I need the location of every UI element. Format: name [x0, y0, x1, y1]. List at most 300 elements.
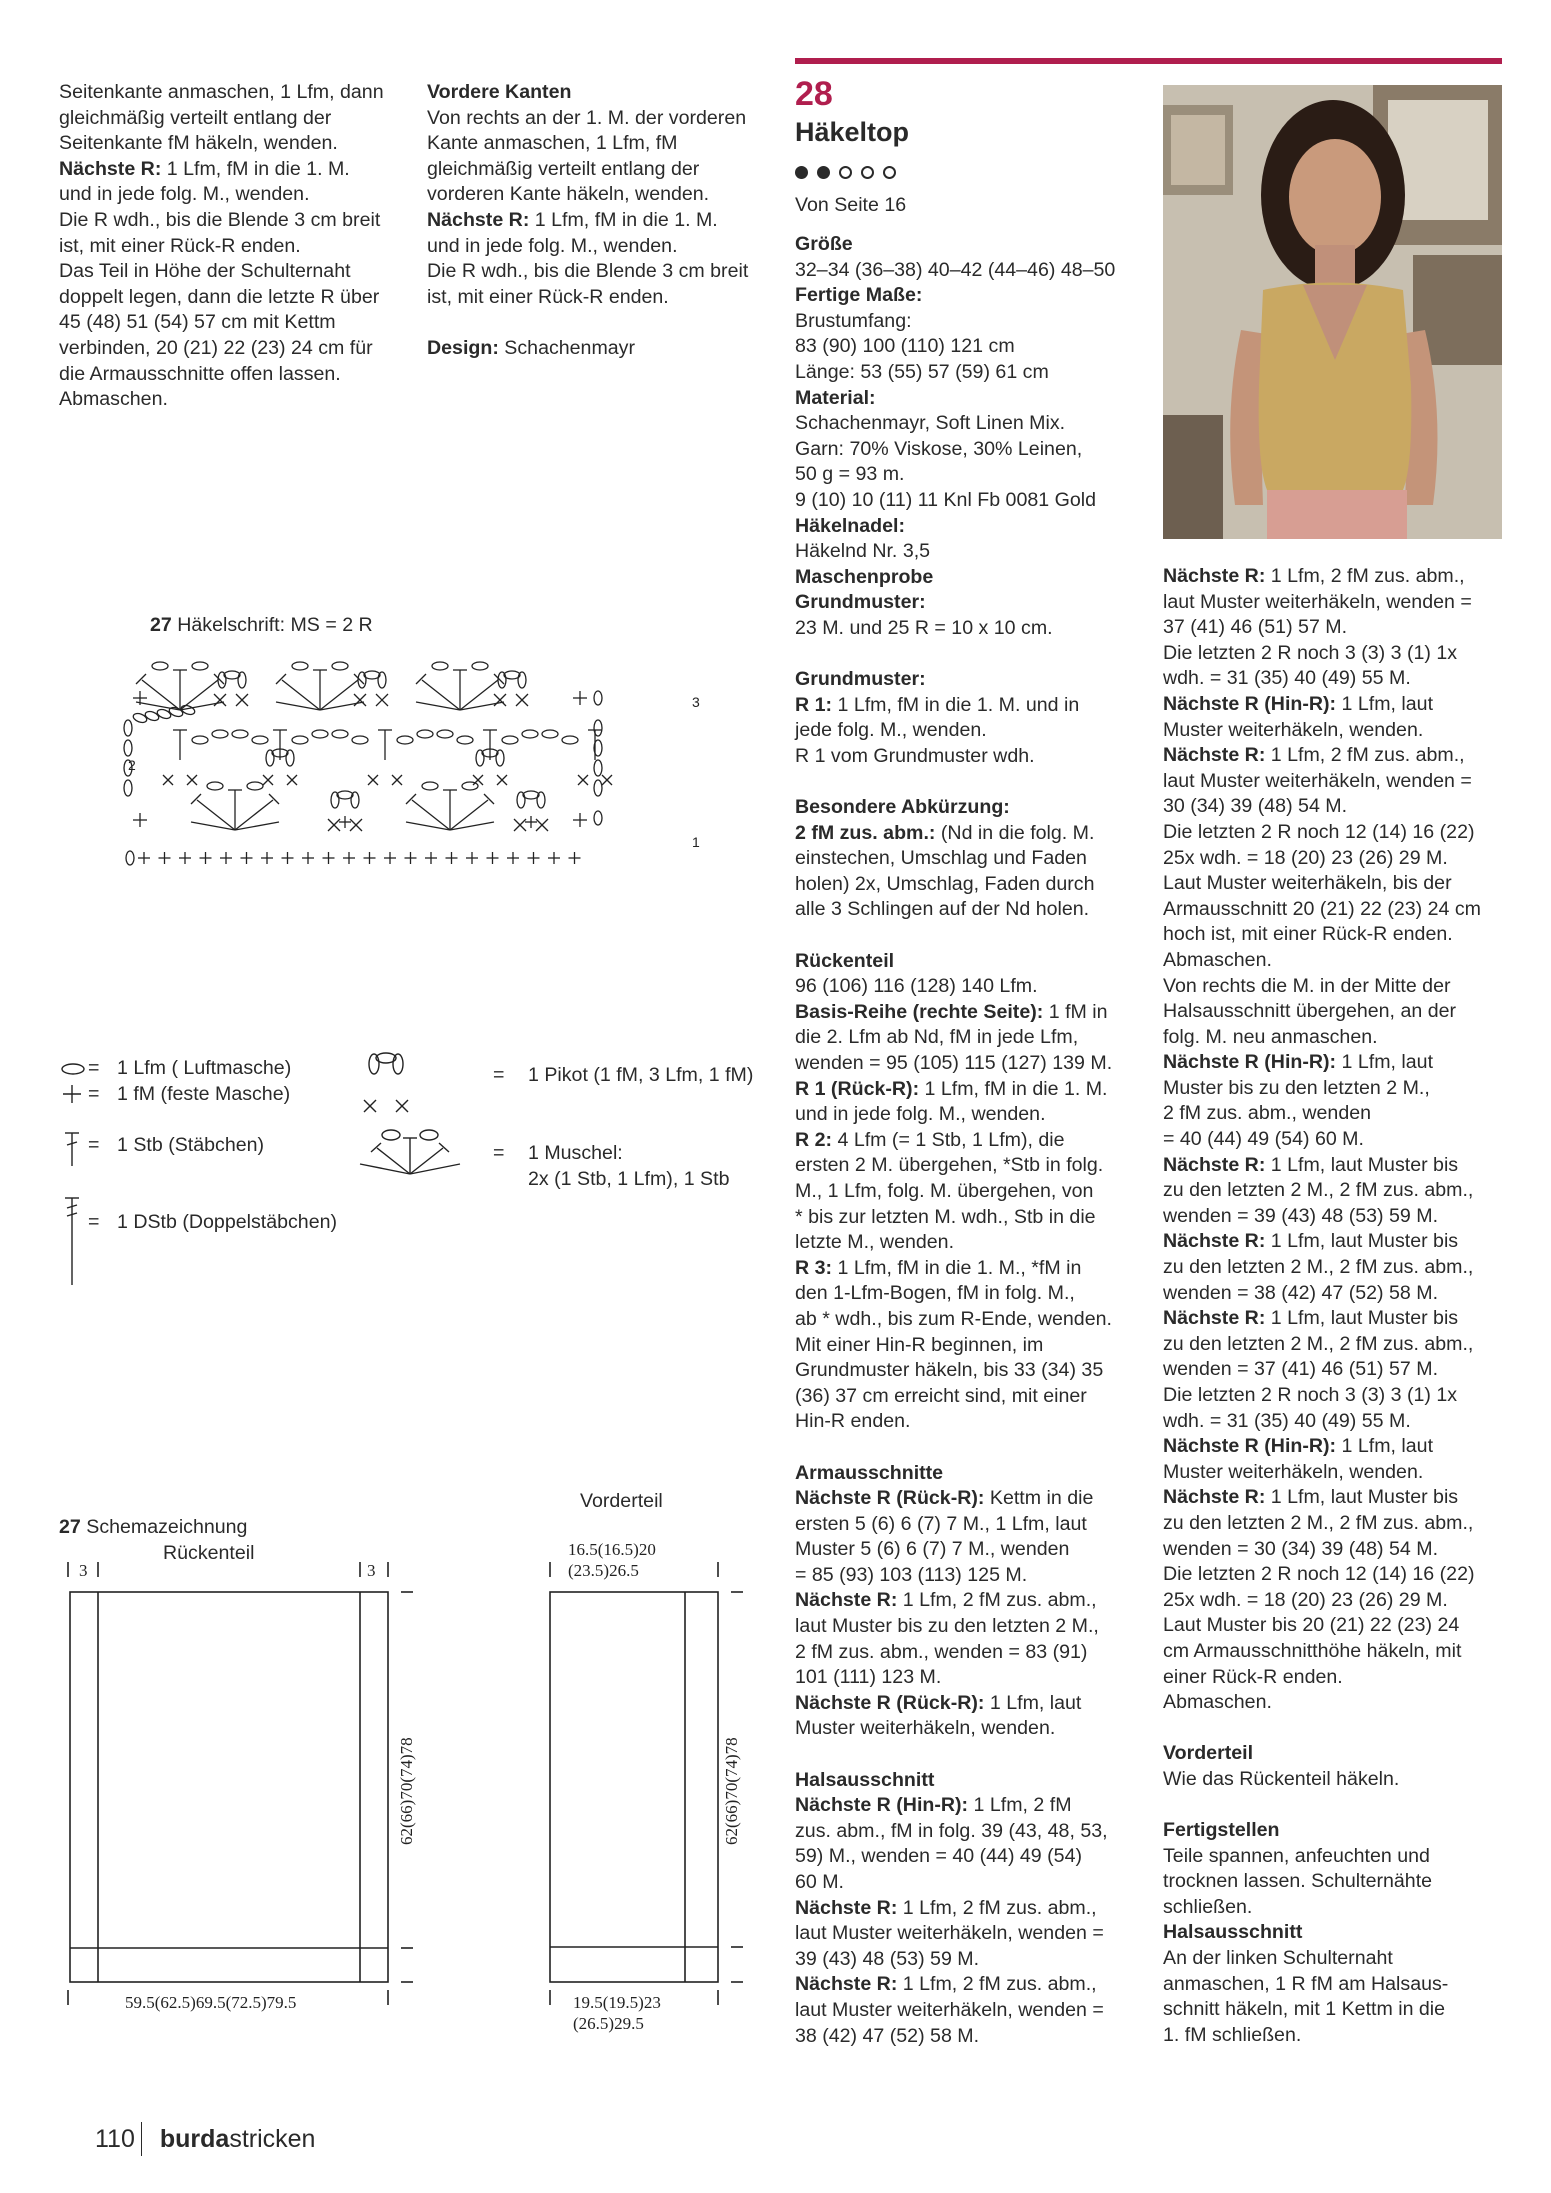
- difficulty-dot-empty-icon: [839, 166, 852, 179]
- chain-symbol: [594, 691, 602, 705]
- chain-symbol: [192, 736, 208, 744]
- bold-lead: Armausschnitte: [795, 1461, 944, 1484]
- line-text: Brustumfang:: [795, 309, 912, 332]
- text-line: [59, 285, 409, 311]
- text-line: [795, 718, 1145, 744]
- line-text: zu den letzten 2 M., 2 fM zus. abm.,: [1163, 1511, 1474, 1534]
- bold-lead: Nächste R:: [1163, 565, 1266, 587]
- line-text: 50 g = 93 m.: [795, 463, 905, 486]
- pattern-number: 28: [795, 75, 833, 113]
- line-text: 60 M.: [795, 1871, 845, 1893]
- line-text: 1 Lfm, 2 fM: [968, 1794, 1072, 1817]
- text-line: [795, 283, 1145, 309]
- line-text: Muster weiterhäkeln, wenden.: [795, 1717, 1056, 1740]
- chain-symbol: [432, 662, 448, 670]
- magazine-brand: [160, 2125, 316, 2154]
- chain-symbol: [594, 780, 602, 796]
- line-text: Muster weiterhäkeln, wenden.: [1163, 718, 1424, 741]
- text-line: [427, 80, 787, 106]
- line-text: 1 Lfm, laut: [1336, 1435, 1434, 1458]
- chain-symbol: [476, 750, 484, 766]
- chain-symbol: [472, 662, 488, 670]
- stb-symbol: [235, 822, 279, 830]
- text-line: [795, 949, 1145, 975]
- chain-symbol: [152, 662, 168, 670]
- line-text: zu den letzten 2 M., 2 fM zus. abm.,: [1163, 1256, 1474, 1279]
- text-line: [1163, 948, 1513, 974]
- line-text: 45 (48) 51 (54) 57 cm mit Kettm: [59, 311, 336, 334]
- chain-symbol: [312, 730, 328, 738]
- text-line: [795, 232, 1145, 258]
- text-line: [795, 872, 1145, 898]
- chain-symbol: [397, 736, 413, 744]
- front-bottom-dim-2: (26.5)29.5: [573, 2014, 644, 2033]
- chain-symbol: [417, 730, 433, 738]
- line-text: verbinden, 20 (21) 22 (23) 24 cm für: [59, 336, 373, 359]
- line-text: M., 1 Lfm, folg. M. übergehen, von: [795, 1179, 1094, 1202]
- row-label-2: 2: [128, 757, 136, 773]
- line-text: Teile spannen, anfeuchten und: [1163, 1844, 1430, 1867]
- bold-lead: Nächste R:: [795, 1973, 898, 1996]
- chain-symbol: [594, 811, 602, 825]
- paragraph-gap: [795, 769, 1145, 795]
- text-line: [1163, 999, 1513, 1025]
- line-text: laut Muster weiterhäkeln, wenden =: [795, 1998, 1104, 2021]
- back-piece-label: Rückenteil: [163, 1542, 255, 1564]
- text-line: [1163, 1153, 1513, 1179]
- line-text: ersten 2 M. übergehen, *Stb in folg.: [795, 1154, 1104, 1177]
- line-text: die Armausschnitte offen lassen.: [59, 362, 341, 385]
- text-line: [1163, 1357, 1513, 1383]
- line-text: 1 Lfm, fM in die 1. M.: [529, 208, 718, 231]
- line-text: Von rechts die M. in der Mitte der: [1163, 974, 1451, 997]
- text-line: [1163, 1997, 1513, 2023]
- text-column-2: [427, 80, 787, 362]
- text-line: [1163, 1537, 1513, 1563]
- line-text: jede folg. M., wenden.: [795, 719, 987, 742]
- line-text: doppelt legen, dann die letzte R über: [59, 285, 380, 308]
- text-line: [795, 616, 1145, 642]
- text-line: [1163, 794, 1513, 820]
- paragraph-gap: [1163, 1793, 1513, 1819]
- paragraph-gap: [427, 310, 787, 336]
- chain-symbol: [126, 851, 134, 865]
- legend-muschel-2: 2x (1 Stb, 1 Lfm), 1 Stb: [528, 1168, 730, 1190]
- text-line: [795, 1128, 1145, 1154]
- text-line: [795, 1998, 1145, 2024]
- text-line: [59, 208, 409, 234]
- chain-symbol: [518, 672, 526, 688]
- text-line: [795, 1281, 1145, 1307]
- line-text: 101 (111) 123 M.: [795, 1666, 942, 1689]
- text-line: [1163, 769, 1513, 795]
- front-top-dim-1: 16.5(16.5)20: [568, 1540, 656, 1559]
- bold-lead: R 1 (Rück-R):: [795, 1077, 920, 1100]
- text-line: [1163, 615, 1513, 641]
- bold-lead: Nächste R:: [1163, 744, 1266, 767]
- line-text: wenden = 37 (41) 46 (51) 57 M.: [1163, 1358, 1439, 1381]
- bold-lead: Nächste R (Hin-R):: [1163, 692, 1337, 715]
- text-line: [1163, 974, 1513, 1000]
- text-line: [1163, 1204, 1513, 1230]
- line-text: trocknen lassen. Schulternähte: [1163, 1870, 1433, 1893]
- treble-symbol-icon: [65, 1133, 79, 1166]
- line-text: Abmaschen.: [1163, 1691, 1272, 1714]
- line-text: einer Rück-R enden.: [1163, 1665, 1343, 1688]
- bold-lead: R 2:: [795, 1128, 833, 1151]
- line-text: Länge: 53 (55) 57 (59) 61 cm: [795, 360, 1049, 383]
- page-number: 110: [95, 2124, 135, 2153]
- line-text: 1 Lfm, fM in die 1. M., *fM in: [832, 1256, 1082, 1279]
- line-text: laut Muster weiterhäkeln, wenden =: [1163, 590, 1472, 613]
- text-line: [795, 1077, 1145, 1103]
- front-piece-label: Vorderteil: [580, 1490, 663, 1512]
- schema-number: 27: [59, 1516, 81, 1538]
- picot-symbol-icon: [364, 1053, 408, 1112]
- back-height-dim: 62(66)70(74)78: [397, 1737, 416, 1845]
- line-text: 1 Lfm, 2 fM zus. abm.,: [897, 1973, 1097, 1996]
- line-text: 1 fM in: [1043, 1000, 1108, 1023]
- line-text: 1 Lfm, laut: [984, 1691, 1082, 1714]
- text-line: [795, 1921, 1145, 1947]
- photo-illustration-icon: [1163, 85, 1502, 539]
- text-line: [795, 1691, 1145, 1717]
- chart-title: Häkelschrift: MS = 2 R: [177, 614, 373, 636]
- line-text: Seitenkante fM häkeln, wenden.: [59, 132, 338, 155]
- text-line: [795, 1844, 1145, 1870]
- chain-symbol: [594, 720, 602, 736]
- text-line: [795, 1179, 1145, 1205]
- text-line: [795, 2024, 1145, 2050]
- text-line: [795, 1153, 1145, 1179]
- difficulty-dot-filled-icon: [795, 166, 808, 179]
- chain-symbol: [542, 730, 558, 738]
- line-text: wdh. = 31 (35) 40 (49) 55 M.: [1163, 1409, 1411, 1432]
- bold-lead: Fertigstellen: [1163, 1819, 1280, 1842]
- text-line: [795, 258, 1145, 284]
- text-line: [1163, 1460, 1513, 1486]
- front-piece-outline: [550, 1592, 718, 1982]
- line-text: 25x wdh. = 18 (20) 23 (26) 29 M.: [1163, 846, 1448, 869]
- bold-lead: R 3:: [795, 1256, 833, 1279]
- text-line: [1163, 1485, 1513, 1511]
- line-text: Häkelnd Nr. 3,5: [795, 540, 931, 563]
- stb-symbol: [235, 800, 273, 830]
- bold-lead: Nächste R (Rück-R):: [795, 1691, 985, 1714]
- line-text: Laut Muster weiterhäkeln, bis der: [1163, 872, 1452, 895]
- legend-eq-fm: =: [88, 1083, 100, 1105]
- text-line: [1163, 1665, 1513, 1691]
- brand-bold: burda: [159, 2124, 230, 2153]
- text-line: [59, 336, 409, 362]
- line-text: 1 Lfm, laut: [1336, 692, 1434, 715]
- line-text: = 85 (93) 103 (113) 125 M.: [795, 1563, 1028, 1586]
- bold-lead: Nächste R:: [795, 1589, 898, 1612]
- bold-lead: Vordere Kanten: [427, 81, 572, 103]
- chain-symbol: [457, 736, 473, 744]
- line-text: gleichmäßig verteilt entlang der: [427, 157, 700, 180]
- text-line: [1163, 1229, 1513, 1255]
- footer-divider: [141, 2122, 142, 2156]
- pattern-header: [795, 58, 1502, 64]
- line-text: schnitt häkeln, mit 1 Kettm in die: [1163, 1998, 1446, 2021]
- difficulty-rating: [795, 166, 905, 186]
- line-text: den 1-Lfm-Bogen, fM in folg. M.,: [795, 1282, 1075, 1305]
- text-line: [427, 259, 787, 285]
- line-text: Abmaschen.: [1163, 948, 1272, 971]
- line-text: wenden = 95 (105) 115 (127) 139 M.: [795, 1052, 1113, 1074]
- legend-eq-muschel: =: [493, 1142, 505, 1164]
- text-column-4: [1163, 564, 1513, 2048]
- text-line: [1163, 846, 1513, 872]
- front-height-dim: 62(66)70(74)78: [722, 1737, 741, 1845]
- line-text: 30 (34) 39 (48) 54 M.: [1163, 795, 1348, 818]
- text-line: [1163, 1332, 1513, 1358]
- line-text: letzte M., wenden.: [795, 1231, 955, 1254]
- line-text: 1. fM schließen.: [1163, 2023, 1302, 2046]
- text-line: [795, 1000, 1145, 1026]
- text-line: [59, 362, 409, 388]
- text-line: [1163, 590, 1513, 616]
- line-text: anmaschen, 1 R fM am Halsaus-: [1163, 1972, 1449, 1995]
- stb-symbol: [450, 800, 488, 830]
- paragraph-gap: [795, 1435, 1145, 1461]
- bold-lead: Fertige Maße:: [795, 284, 923, 307]
- line-text: Muster 5 (6) 6 (7) 7 M., wenden: [795, 1538, 1070, 1561]
- line-text: 9 (10) 10 (11) 11 Knl Fb 0081 Gold: [795, 488, 1096, 511]
- text-line: [795, 1461, 1145, 1487]
- bold-lead: Design:: [427, 336, 499, 359]
- schema-title-text: Schemazeichnung: [86, 1516, 248, 1538]
- text-line: [795, 1512, 1145, 1538]
- bold-lead: Maschenprobe: [795, 565, 934, 588]
- line-text: und in jede folg. M., wenden.: [59, 183, 310, 206]
- text-line: [59, 131, 409, 157]
- paragraph-gap: [795, 923, 1145, 949]
- line-text: 1 Lfm, laut Muster bis: [1265, 1486, 1459, 1509]
- text-line: [1163, 1639, 1513, 1665]
- text-line: [795, 897, 1145, 923]
- text-line: [1163, 1255, 1513, 1281]
- line-text: 1 Lfm, 2 fM zus. abm.,: [897, 1896, 1097, 1919]
- text-line: [795, 437, 1145, 463]
- text-line: [59, 387, 409, 413]
- legend-fm: 1 fM (feste Masche): [117, 1083, 291, 1105]
- bold-lead: Vorderteil: [1163, 1742, 1254, 1765]
- chain-symbol: [292, 736, 308, 744]
- text-line: [795, 1102, 1145, 1128]
- line-text: und in jede folg. M., wenden.: [795, 1103, 1046, 1126]
- chain-symbol: [124, 740, 132, 756]
- line-text: vorderen Kante häkeln, wenden.: [427, 183, 710, 206]
- row-label-1: 1: [692, 834, 700, 850]
- model-photo: [1163, 85, 1502, 539]
- chain-symbol: [422, 782, 438, 790]
- line-text: Die letzten 2 R noch 3 (3) 3 (1) 1x: [1163, 641, 1458, 664]
- text-line: [1163, 871, 1513, 897]
- text-line: [795, 1614, 1145, 1640]
- line-text: 1 Lfm, laut Muster bis: [1265, 1230, 1459, 1253]
- line-text: 1 Lfm, fM in die 1. M. und in: [832, 693, 1080, 716]
- bold-lead: Halsausschnitt: [1163, 1921, 1303, 1944]
- text-line: [795, 693, 1145, 719]
- line-text: 38 (42) 47 (52) 58 M.: [795, 2024, 980, 2047]
- bold-lead: Nächste R:: [1163, 1230, 1266, 1253]
- text-line: [795, 309, 1145, 335]
- text-line: [1163, 718, 1513, 744]
- bold-lead: Material:: [795, 386, 876, 409]
- text-line: [795, 1665, 1145, 1691]
- line-text: Die R wdh., bis die Blende 3 cm breit: [427, 260, 749, 283]
- text-line: [1163, 1588, 1513, 1614]
- text-line: [795, 1537, 1145, 1563]
- pattern-title: Häkeltop: [795, 117, 910, 147]
- line-text: 2 fM zus. abm., wenden = 83 (91): [795, 1640, 1088, 1663]
- accent-rule: [795, 58, 1502, 64]
- line-text: 2 fM zus. abm., wenden: [1163, 1102, 1372, 1125]
- chain-symbol: [292, 662, 308, 670]
- text-line: [59, 310, 409, 336]
- crochet-chart-title: [150, 613, 373, 638]
- line-text: laut Muster weiterhäkeln, wenden =: [795, 1922, 1104, 1945]
- line-text: Das Teil in Höhe der Schulternaht: [59, 260, 351, 283]
- text-line: [795, 821, 1145, 847]
- line-text: einstechen, Umschlag und Faden: [795, 847, 1087, 870]
- text-line: [1163, 922, 1513, 948]
- double-treble-symbol-icon: [65, 1198, 79, 1285]
- chain-symbol: [232, 730, 248, 738]
- stb-symbol: [180, 680, 218, 710]
- line-text: R 1 vom Grundmuster wdh.: [795, 744, 1035, 767]
- text-line: [795, 1025, 1145, 1051]
- line-text: 1 Lfm, fM in die 1. M.: [919, 1077, 1108, 1100]
- text-line: [59, 234, 409, 260]
- legend-eq-pikot: =: [493, 1064, 505, 1086]
- line-text: wenden = 39 (43) 48 (53) 59 M.: [1163, 1204, 1439, 1227]
- text-line: [795, 1947, 1145, 1973]
- text-line: [1163, 1383, 1513, 1409]
- text-line: [795, 795, 1145, 821]
- line-text: Von rechts an der 1. M. der vorderen: [427, 106, 747, 129]
- line-text: 1 Lfm, laut Muster bis: [1265, 1153, 1459, 1176]
- text-line: [1163, 1434, 1513, 1460]
- stb-symbol: [142, 680, 180, 710]
- text-line: [427, 182, 787, 208]
- text-line: [795, 590, 1145, 616]
- bold-lead: Nächste R:: [1163, 1153, 1266, 1176]
- line-text: 4 Lfm (= 1 Stb, 1 Lfm), die: [832, 1128, 1065, 1151]
- text-column-1: [59, 80, 409, 413]
- line-text: zu den letzten 2 M., 2 fM zus. abm.,: [1163, 1179, 1474, 1202]
- text-line: [59, 157, 409, 183]
- front-bottom-dim-1: 19.5(19.5)23: [573, 1993, 661, 2012]
- line-text: 83 (90) 100 (110) 121 cm: [795, 335, 1015, 358]
- text-line: [427, 106, 787, 132]
- line-text: Wie das Rückenteil häkeln.: [1163, 1767, 1400, 1790]
- back-width-dim: 59.5(62.5)69.5(72.5)79.5: [125, 1993, 297, 2012]
- text-line: [1163, 1025, 1513, 1051]
- chain-symbol: [378, 672, 386, 688]
- text-line: [795, 1563, 1145, 1589]
- text-line: [1163, 1409, 1513, 1435]
- stb-symbol: [276, 702, 320, 710]
- line-text: Schachenmayr, Soft Linen Mix.: [795, 412, 1066, 435]
- text-line: [795, 1896, 1145, 1922]
- difficulty-dot-empty-icon: [883, 166, 896, 179]
- line-text: 1 Lfm, laut Muster bis: [1265, 1307, 1459, 1330]
- from-page-note: Von Seite 16: [795, 194, 907, 216]
- page-footer: [95, 2122, 315, 2156]
- legend-dstb: 1 DStb (Doppelstäbchen): [117, 1211, 338, 1233]
- line-text: Mit einer Hin-R beginnen, im: [795, 1333, 1044, 1356]
- line-text: 96 (106) 116 (128) 140 Lfm.: [795, 975, 1038, 998]
- bold-lead: 2 fM zus. abm.:: [795, 821, 936, 844]
- text-line: [795, 974, 1145, 1000]
- paragraph-gap: [795, 642, 1145, 668]
- line-text: 32–34 (36–38) 40–42 (44–46) 48–50: [795, 258, 1116, 281]
- line-text: Armausschnitt 20 (21) 22 (23) 24 cm: [1163, 897, 1481, 920]
- bold-lead: Grundmuster:: [795, 668, 926, 691]
- line-text: 1 Lfm, 2 fM zus. abm.,: [1265, 744, 1465, 767]
- stb-symbol: [416, 702, 460, 710]
- text-line: [1163, 666, 1513, 692]
- legend-pikot: 1 Pikot (1 fM, 3 Lfm, 1 fM): [528, 1064, 754, 1086]
- difficulty-dot-empty-icon: [861, 166, 874, 179]
- line-text: wenden = 30 (34) 39 (48) 54 M.: [1163, 1537, 1439, 1560]
- line-text: cm Armausschnitthöhe häkeln, mit: [1163, 1639, 1462, 1662]
- text-line: [1163, 1895, 1513, 1921]
- text-line: [427, 131, 787, 157]
- line-text: laut Muster bis zu den letzten 2 M.,: [795, 1615, 1099, 1638]
- text-line: [1163, 1844, 1513, 1870]
- legend-eq-lfm: =: [88, 1057, 100, 1079]
- text-line: [427, 285, 787, 311]
- stb-symbol: [450, 822, 494, 830]
- bold-lead: Nächste R:: [795, 1896, 898, 1919]
- text-line: [1163, 1050, 1513, 1076]
- legend-stb: 1 Stb (Stäbchen): [117, 1134, 265, 1156]
- line-text: 37 (41) 46 (51) 57 M.: [1163, 616, 1348, 639]
- line-text: ersten 5 (6) 6 (7) 7 M., 1 Lfm, laut: [795, 1512, 1087, 1535]
- line-text: 1 Lfm, 2 fM zus. abm.,: [1265, 565, 1465, 587]
- text-line: [795, 411, 1145, 437]
- line-text: ab * wdh., bis zum R-Ende, wenden.: [795, 1307, 1112, 1330]
- text-line: [795, 1819, 1145, 1845]
- chain-symbol: [351, 792, 359, 808]
- bold-lead: Nächste R (Hin-R):: [1163, 1051, 1337, 1074]
- bold-lead: Basis-Reihe (rechte Seite):: [795, 1000, 1044, 1023]
- stb-symbol: [460, 680, 498, 710]
- line-text: hoch ist, mit einer Rück-R enden.: [1163, 923, 1453, 946]
- text-line: [795, 744, 1145, 770]
- text-line: [795, 1230, 1145, 1256]
- back-piece-outline: [70, 1592, 388, 1982]
- chart-number: 27: [150, 614, 172, 636]
- line-text: wdh. = 31 (35) 40 (49) 55 M.: [1163, 667, 1411, 690]
- text-line: [59, 182, 409, 208]
- line-text: = 40 (44) 49 (54) 60 M.: [1163, 1128, 1364, 1151]
- line-text: * bis zur letzten M. wdh., Stb in die: [795, 1205, 1096, 1228]
- chain-symbol: [562, 736, 578, 744]
- line-text: 39 (43) 48 (53) 59 M.: [795, 1947, 980, 1970]
- line-text: Muster weiterhäkeln, wenden.: [1163, 1460, 1424, 1483]
- text-line: [795, 1793, 1145, 1819]
- text-line: [1163, 1818, 1513, 1844]
- bold-lead: Halsausschnitt: [795, 1768, 935, 1791]
- text-line: [1163, 2023, 1513, 2049]
- text-line: [795, 386, 1145, 412]
- chain-symbol: [437, 730, 453, 738]
